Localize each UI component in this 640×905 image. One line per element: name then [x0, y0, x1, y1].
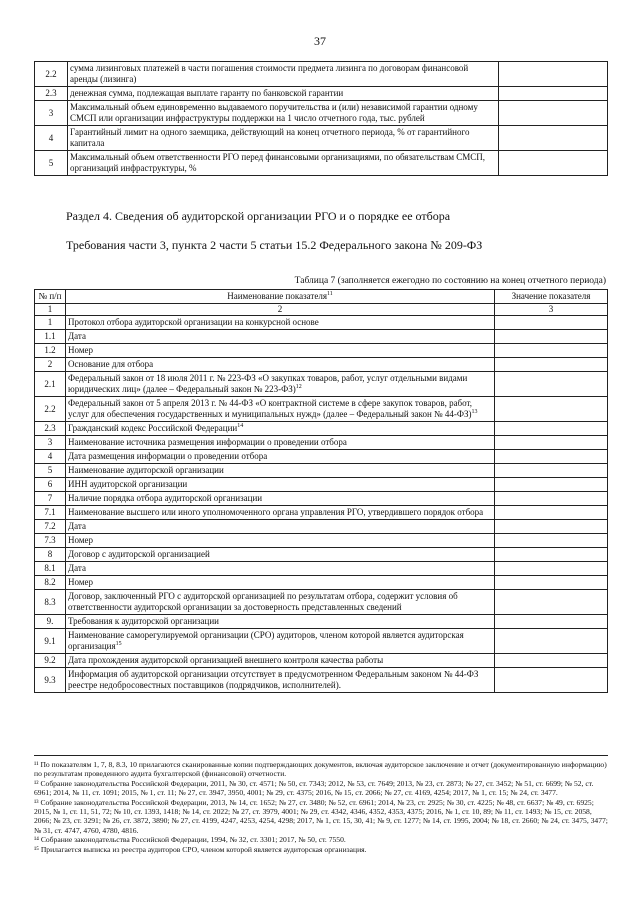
table-row [35, 506, 608, 520]
value-cell[interactable] [495, 668, 608, 693]
row-name [66, 615, 495, 629]
row-name-text: Договор, заключенный РГО с аудиторской организацией по результатам отбора, содержит условия об ответственности аудиторской организации за достоверность представленных сведений [68, 591, 458, 612]
row-number: 8.2 [35, 576, 66, 590]
col-number: 2 [66, 304, 495, 316]
row-name-text: Дата [68, 331, 86, 341]
value-cell[interactable] [495, 548, 608, 562]
row-number: 3 [35, 436, 66, 450]
table-row [35, 126, 608, 151]
row-name [66, 534, 495, 548]
header-value: Значение показателя [495, 290, 608, 304]
row-name [66, 422, 495, 436]
header-name [66, 290, 495, 304]
value-cell[interactable] [495, 330, 608, 344]
value-cell[interactable] [495, 344, 608, 358]
section-title: Раздел 4. Сведения об аудиторской организации РГО и о порядке ее отбора [66, 209, 451, 223]
table-row [35, 492, 608, 506]
value-cell[interactable] [495, 590, 608, 615]
row-number: 9. [35, 615, 66, 629]
row-number: 1 [35, 316, 66, 330]
table-row [35, 590, 608, 615]
row-number: 1.2 [35, 344, 66, 358]
row-number: 3 [35, 101, 68, 126]
col-number: 3 [495, 304, 608, 316]
row-number: 9.3 [35, 668, 66, 693]
table-row [35, 422, 608, 436]
column-number-row [35, 304, 608, 316]
row-footnote-ref: 15 [115, 641, 122, 647]
row-name [66, 478, 495, 492]
table-row [35, 576, 608, 590]
row-text: Максимальный объем единовременно выдаваемого поручительства и (или) независимой гарантии одному СМСП или организации инфраструктуры поддержки на 1 число отчетного года, тыс. рублей [68, 101, 499, 126]
footnote: ¹² Собрание законодательства Российской Федерации, 2011, № 30, ст. 4571; № 50, ст. 7343; 2012, № 53, ст. 7649; 2013, № 23, ст. 2873; № 27, ст. 3452; № 51, ст. 6699; № 52, ст. 6961; 2014, № 11, ст. 1091; 2015, № 1, ст. 11; № 27, ст. 3947, 3950, 4001; № 29, ст. 4375; 2016, № 15, ст. 2066; № 27, ст. 4169, 4254; 2017, № 1, ст. 15; № 24, ст. 3477. [34, 778, 594, 798]
value-cell[interactable] [495, 615, 608, 629]
row-number: 2.2 [35, 62, 68, 87]
row-name-text: Федеральный закон от 5 апреля 2013 г. № 44-ФЗ «О контрактной системе в сфере закупок товаров, работ, услуг для обеспечения государственных и муниципальных нужд» (далее – Федеральный закон № 44-ФЗ) [68, 398, 473, 419]
table-row [35, 62, 608, 87]
top-indicators-table [34, 61, 608, 176]
value-cell[interactable] [495, 534, 608, 548]
value-cell[interactable] [499, 101, 608, 126]
value-cell[interactable] [495, 629, 608, 654]
row-name [66, 436, 495, 450]
value-cell[interactable] [495, 506, 608, 520]
row-number: 4 [35, 126, 68, 151]
row-name-text: Договор с аудиторской организацией [68, 549, 210, 559]
row-number: 4 [35, 450, 66, 464]
table-row [35, 330, 608, 344]
row-name-text: Федеральный закон от 18 июля 2011 г. № 223-ФЗ «О закупках товаров, работ, услуг отдельными видами юридических лиц» (далее – Федеральный закон № 223-ФЗ) [68, 373, 468, 394]
footnote: ¹³ Собрание законодательства Российской Федерации, 2013, № 14, ст. 1652; № 27, ст. 3480; № 52, ст. 6961; 2014, № 23, ст. 2925; № 30, ст. 4225; № 48, ст. 6637; № 49, ст. 6925; 2015, № 1, ст. 11, 51, 72; № 10, ст. 1393, 1418; № 14, ст. 2022; № 27, ст. 3979, 4001; № 29, ст. 4342, 4346, 4352, 4353, 4375; 2016, № 1, ст. 10, 89; № 11, ст. 1493; № 15, ст. 2058, 2066; № 23, ст. 3291; № 26, ст. 3872, 3890; № 27, ст. 4199, 4247, 4253, 4254, 4298; 2017, № 1, ст. 15, 30, 41; № 9, ст. 1277; № 14, ст. 1995, 2004; № 18, ст. 2660; № 24, ст. 3475, 3477; № 31, ст. 4747, 4760, 4780, 4816. [34, 797, 608, 835]
value-cell[interactable] [495, 492, 608, 506]
row-name-text: Информация об аудиторской организации отсутствует в предусмотренном Федеральным законом № 44-ФЗ реестре недобросовестных поставщиков (подрядчиков, исполнителей). [68, 669, 479, 690]
table-row [35, 654, 608, 668]
table-row [35, 562, 608, 576]
row-name [66, 450, 495, 464]
row-name-text: Дата [68, 563, 86, 573]
row-name-text: Требования к аудиторской организации [68, 616, 219, 626]
row-name-text: Номер [68, 577, 94, 587]
row-number: 9.1 [35, 629, 66, 654]
row-number: 6 [35, 478, 66, 492]
row-name-text: Наименование саморегулируемой организации (СРО) аудиторов, членом которой является аудиторская организация [68, 630, 464, 651]
row-number: 2.1 [35, 372, 66, 397]
table-row [35, 316, 608, 330]
header-name-footnote: 11 [326, 291, 333, 297]
table-row [35, 464, 608, 478]
value-cell[interactable] [495, 372, 608, 397]
row-name [66, 654, 495, 668]
row-text: Гарантийный лимит на одного заемщика, действующий на конец отчетного периода, % от гарантийного капитала [68, 126, 499, 151]
table-row [35, 668, 608, 693]
row-number: 1.1 [35, 330, 66, 344]
table-row [35, 450, 608, 464]
table-row [35, 436, 608, 450]
row-name-text: Номер [68, 535, 94, 545]
row-text: денежная сумма, подлежащая выплате гаранту по банковской гарантии [68, 87, 499, 101]
row-number: 8.1 [35, 562, 66, 576]
row-number: 5 [35, 151, 68, 176]
footnotes [34, 755, 608, 854]
table-row [35, 520, 608, 534]
table-row [35, 548, 608, 562]
table-row [35, 478, 608, 492]
row-number: 7.2 [35, 520, 66, 534]
row-name [66, 358, 495, 372]
footnote: ¹⁴ Собрание законодательства Российской Федерации, 1994, № 32, ст. 3301; 2017, № 50, ст. 7550. [34, 835, 346, 845]
row-text: Максимальный объем ответственности РГО перед финансовыми организациями, по обязательствам СМСП, организаций инфраструктуры, % [68, 151, 499, 176]
row-name [66, 372, 495, 397]
value-cell[interactable] [495, 562, 608, 576]
row-name [66, 548, 495, 562]
table-caption: Таблица 7 (заполняется ежегодно по состоянию на конец отчетного периода) [294, 276, 606, 286]
value-cell[interactable] [495, 464, 608, 478]
page-number: 37 [314, 34, 326, 48]
row-number: 7 [35, 492, 66, 506]
row-number: 2.2 [35, 397, 66, 422]
table-row [35, 358, 608, 372]
value-cell[interactable] [499, 126, 608, 151]
row-text: сумма лизинговых платежей в части погашения стоимости предмета лизинга по договорам финансовой аренды (лизинга) [68, 62, 499, 87]
row-name [66, 629, 495, 654]
row-number: 9.2 [35, 654, 66, 668]
value-cell[interactable] [495, 316, 608, 330]
row-name [66, 590, 495, 615]
header-num: № п/п [35, 290, 66, 304]
table-header-row [35, 290, 608, 304]
row-number: 8 [35, 548, 66, 562]
row-name-text: Гражданский кодекс Российской Федерации [68, 423, 238, 433]
row-name-text: Дата размещения информации о проведении отбора [68, 451, 268, 461]
row-number: 2 [35, 358, 66, 372]
value-cell[interactable] [495, 450, 608, 464]
row-name-text: Наименование аудиторской организации [68, 465, 224, 475]
row-number: 2.3 [35, 422, 66, 436]
row-name-text: ИНН аудиторской организации [68, 479, 188, 489]
row-name [66, 344, 495, 358]
table-row [35, 101, 608, 126]
row-footnote-ref: 14 [237, 423, 244, 429]
value-cell[interactable] [495, 358, 608, 372]
table-row [35, 344, 608, 358]
table-row [35, 534, 608, 548]
row-name-text: Наименование высшего или иного уполномоченного органа управления РГО, утвердившего порядок отбора [68, 507, 484, 517]
row-name [66, 464, 495, 478]
table-row [35, 629, 608, 654]
value-cell[interactable] [495, 397, 608, 422]
value-cell[interactable] [495, 422, 608, 436]
value-cell[interactable] [499, 87, 608, 101]
row-name-text: Протокол отбора аудиторской организации на конкурсной основе [68, 317, 319, 327]
row-name-text: Наличие порядка отбора аудиторской организации [68, 493, 263, 503]
value-cell[interactable] [499, 151, 608, 176]
row-name-text: Дата [68, 521, 86, 531]
value-cell[interactable] [495, 576, 608, 590]
row-number: 8.3 [35, 590, 66, 615]
row-name [66, 562, 495, 576]
footnote: ¹⁵ Прилагается выписка из реестра аудиторов СРО, членом которой является аудиторская организация. [34, 844, 367, 854]
row-number: 7.1 [35, 506, 66, 520]
value-cell[interactable] [495, 654, 608, 668]
row-name-text: Номер [68, 345, 94, 355]
value-cell[interactable] [495, 478, 608, 492]
header-name-text: Наименование показателя [227, 291, 327, 301]
row-footnote-ref: 13 [471, 409, 478, 415]
requirements-title: Требования части 3, пункта 2 части 5 статьи 15.2 Федерального закона № 209-ФЗ [66, 238, 483, 252]
row-name-text: Дата прохождения аудиторской организацией внешнего контроля качества работы [68, 655, 384, 665]
table-row [35, 87, 608, 101]
row-name [66, 330, 495, 344]
row-name [66, 316, 495, 330]
value-cell[interactable] [495, 520, 608, 534]
table-row [35, 397, 608, 422]
row-name-text: Основание для отбора [68, 359, 154, 369]
row-name [66, 506, 495, 520]
row-number: 7.3 [35, 534, 66, 548]
row-name [66, 492, 495, 506]
col-number: 1 [35, 304, 66, 316]
row-name [66, 668, 495, 693]
row-name [66, 520, 495, 534]
row-name [66, 397, 495, 422]
row-name-text: Наименование источника размещения информации о проведении отбора [68, 437, 347, 447]
row-number: 2.3 [35, 87, 68, 101]
value-cell[interactable] [499, 62, 608, 87]
footnote: ¹¹ По показателям 1, 7, 8, 8.3, 10 прилагаются сканированные копии подтверждающих документов, включая аудиторское заключение и отчет (документированную информацию) по результатам проведенного аудита бухгалтерской (финансовой) отчетности. [34, 760, 607, 779]
table-row [35, 151, 608, 176]
table-row [35, 372, 608, 397]
row-number: 5 [35, 464, 66, 478]
value-cell[interactable] [495, 436, 608, 450]
row-footnote-ref: 12 [295, 384, 302, 390]
row-name [66, 576, 495, 590]
table-7 [34, 289, 608, 693]
table-row [35, 615, 608, 629]
